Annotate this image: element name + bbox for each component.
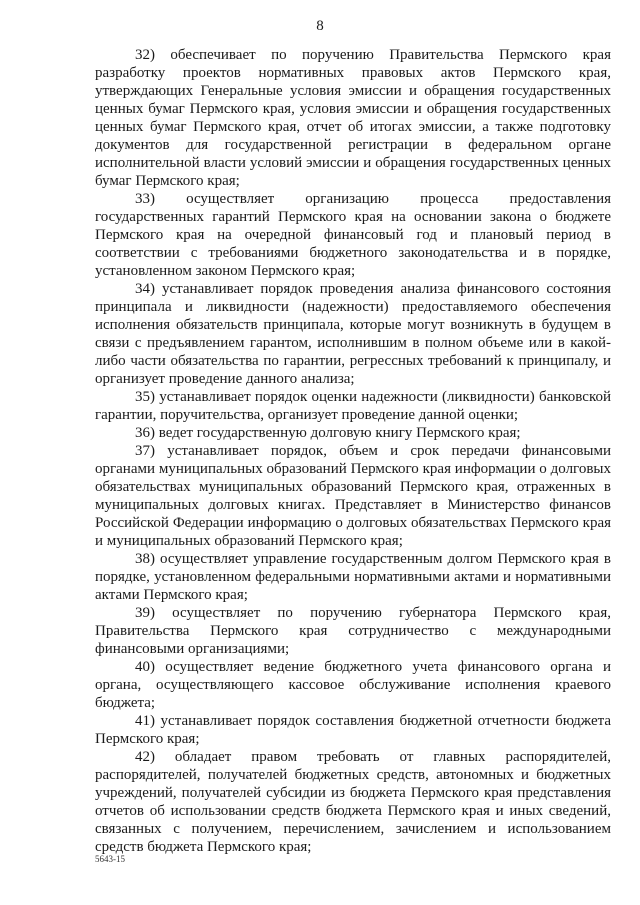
paragraph-41: 41) устанавливает порядок составления бюджетной отчетности бюджета Пермского края; bbox=[95, 713, 611, 747]
document-code: 5643-15 bbox=[95, 854, 125, 864]
paragraph-32: 32) обеспечивает по поручению Правительства Пермского края разработку проектов нормативных правовых актов Пермского края, утверждающих Генеральные условия эмиссии и обращения государственных ценных бумаг Пермского края, условия эмиссии и обращения государственных ценных бумаг Пермского края, отчет об итогах эмиссии, а также подготовку документов для государственной регистрации в федеральном органе исполнительной власти условий эмиссии и обращения государственных ценных бумаг Пермского края; bbox=[95, 47, 611, 189]
page-number: 8 bbox=[316, 18, 324, 34]
paragraph-38: 38) осуществляет управление государственным долгом Пермского края в порядке, установленном федеральными нормативными актами и нормативными актами Пермского края; bbox=[95, 551, 611, 603]
paragraph-34: 34) устанавливает порядок проведения анализа финансового состояния принципала и ликвидности (надежности) предоставляемого обеспечения исполнения обязательств принципала, которые могут возникнуть в будущем в связи с предъявлением гарантом, исполнившим в полном объеме или в какой-либо части обязательства по гарантии, регрессных требований к принципалу, и организует проведение данного анализа; bbox=[95, 281, 611, 387]
paragraph-35: 35) устанавливает порядок оценки надежности (ликвидности) банковской гарантии, поручительства, организует проведение данной оценки; bbox=[95, 389, 611, 423]
paragraph-39: 39) осуществляет по поручению губернатора Пермского края, Правительства Пермского края сотрудничество с международными финансовыми организациями; bbox=[95, 605, 611, 657]
paragraph-37: 37) устанавливает порядок, объем и срок передачи финансовыми органами муниципальных образований Пермского края информации о долговых обязательствах муниципальных образований Пермского края, отраженных в муниципальных долговых книгах. Представляет в Министерство финансов Российской Федерации информацию о долговых обязательствах Пермского края и муниципальных образований Пермского края; bbox=[95, 443, 611, 549]
paragraph-33: 33) осуществляет организацию процесса предоставления государственных гарантий Пермского края на основании закона о бюджете Пермского края на очередной финансовый год и плановый период в соответствии с требованиями бюджетного законодательства и в порядке, установленном законом Пермского края; bbox=[95, 191, 611, 279]
paragraph-36: 36) ведет государственную долговую книгу Пермского края; bbox=[135, 425, 521, 441]
document-body bbox=[95, 46, 611, 856]
paragraph-40: 40) осуществляет ведение бюджетного учета финансового органа и органа, осуществляющего кассовое обслуживание исполнения краевого бюджета; bbox=[95, 659, 611, 711]
paragraph-42: 42) обладает правом требовать от главных распорядителей, распорядителей, получателей бюджетных средств, автономных и бюджетных учреждений, получателей субсидии из бюджета Пермского края представления отчетов об использовании средств бюджета Пермского края и иных сведений, связанных с получением, перечислением, зачислением и использованием средств бюджета Пермского края; bbox=[95, 749, 611, 855]
